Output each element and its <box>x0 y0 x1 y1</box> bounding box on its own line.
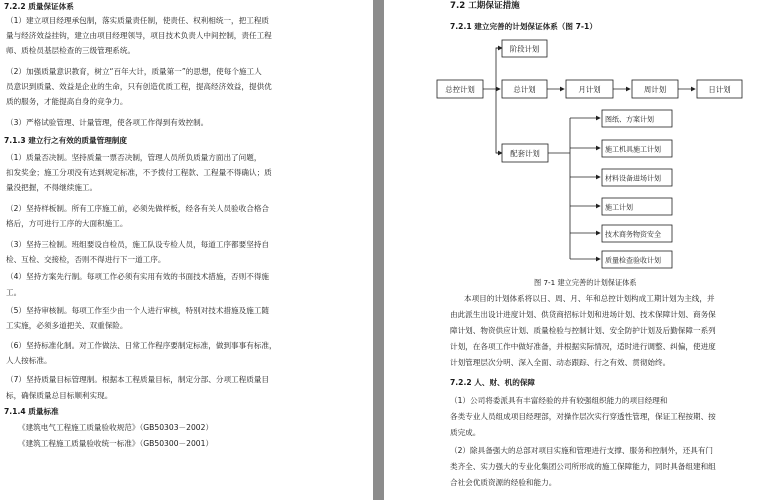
text-line: （3）坚持三检制。班组要设自检员，施工队设专检人员，每道工序都要坚持自 <box>6 240 270 249</box>
plan-guarantee-diagram <box>384 0 760 500</box>
text-line: 质的服务，才能提高自身的竞争力。 <box>6 97 128 106</box>
section-title: 7.2 工期保证措施 <box>450 1 520 11</box>
text-line: 检、互检、交接检，否则不得进行下一道工序。 <box>6 255 166 264</box>
standard-item: 《建筑电气工程施工质量验收规范》（GB50303－2002） <box>18 423 214 432</box>
text-line: （2）坚持样板制。所有工序施工前，必须先做样板，经各有关人员验收合格合 <box>6 204 270 213</box>
text-line: （1）建立项目经理承包制，落实质量责任制，使责任、权利相统一，把工程质 <box>6 16 270 25</box>
left-page <box>0 0 373 500</box>
text-line: （1）公司将委派具有丰富经验的并有较强组织能力的项目经理和 <box>450 396 668 405</box>
text-line: 师、质检员基层检查的三级管理系统。 <box>6 46 136 55</box>
node-weekly-plan-label: 周计划 <box>643 85 667 94</box>
right-page <box>384 0 760 500</box>
text-line: （6）坚持标准化制。对工作做法、日常工作程序要制定标准，做到事事有标准， <box>6 341 277 350</box>
text-line: 合社会优质资源的经验和能力。 <box>450 478 557 487</box>
text-line: 计划管理层次分明、深入全面、动态跟踪、行之有效、贯彻始终。 <box>450 358 671 367</box>
node-sub-plan-label: 图纸、方案计划 <box>605 115 654 124</box>
text-line: （3）严格试验管理、计量管理，使各项工作得到有效控制。 <box>6 118 209 127</box>
standard-item: 《建筑工程施工质量验收统一标准》（GB50300－2001） <box>18 439 214 448</box>
subsection-title: 7.2.1 建立完善的计划保证体系（图 7-1） <box>450 22 597 31</box>
text-line: 工。 <box>6 288 22 297</box>
section-heading-quality-system: 7.2.2 质量保证体系 <box>4 2 74 11</box>
node-daily-plan-label: 日计划 <box>708 85 731 94</box>
text-line: 本项目的计划体系将以日、周、月、年和总控计划构成工期计划为主线，并 <box>464 294 715 303</box>
page-gutter <box>373 0 384 500</box>
text-line: 工实施，必须多道把关、双重保险。 <box>6 321 128 330</box>
subsection-heading-resources: 7.2.2 人、财、机的保障 <box>450 378 536 387</box>
text-line: 标，确保质量总目标顺利实现。 <box>6 391 113 400</box>
text-line: 格后，方可进行工序的大面积施工。 <box>6 219 128 228</box>
node-sub-plan-label: 材料设备进场计划 <box>605 174 661 183</box>
node-overall-plan-label: 总计划 <box>513 85 536 94</box>
node-sub-plan-label: 施工计划 <box>605 203 633 212</box>
text-line: 各类专业人员组成项目经理部，对操作层次实行穿透性管理，保证工程按期、按 <box>450 412 716 421</box>
text-line: 质完成。 <box>450 428 481 437</box>
figure-caption: 图 7-1 建立完善的计划保证体系 <box>534 278 637 287</box>
text-line: （1）质量否决制。坚持质量一票否决制，管理人员所负质量方面出了问题， <box>6 153 262 162</box>
text-line: 量没把握，不得继续施工。 <box>6 183 98 192</box>
text-line: 扣发奖金；施工分项没有达到规定标准，不予拨付工程款、工程量不得确认；质 <box>6 168 272 177</box>
node-sub-plan-label: 技术商务物资安全 <box>605 230 661 239</box>
text-line: （5）坚持审核制。每项工作至少由一个人进行审核，特别对技术措施及施工随 <box>6 306 270 315</box>
text-line: 计划，在各项工作中做好准备，并根据实际情况，适时进行调整、纠偏，使进度 <box>450 342 716 351</box>
node-master-plan-label: 总控计划 <box>445 85 475 94</box>
section-heading-management-system: 7.1.3 建立行之有效的质量管理制度 <box>4 136 127 145</box>
node-sub-plan-label: 质量检查验收计划 <box>605 256 661 265</box>
text-line: 类齐全、实力强大的专业化集团公司所形成的施工保障能力，同时具备组建和组 <box>450 462 716 471</box>
text-line: 量与经济效益挂钩，建立由项目经理领导，项目技术负责人中间控制，责任工程 <box>6 31 272 40</box>
text-line: （4）坚持方案先行制。每项工作必须有实用有效的书面技术措施，否则不得施 <box>6 272 270 281</box>
text-line: （2）加强质量意识教育，树立“百年大计，质量第一”的思想，使每个施工人 <box>6 67 262 76</box>
text-line: 障计划、物资供应计划、质量检验与控制计划、安全防护计划及后勤保障一系列 <box>450 326 716 335</box>
node-support-plan-label: 配套计划 <box>510 149 540 158</box>
text-line: （2）除具备强大的总部对项目实施和管理进行支撑、服务和控制外，还具有门 <box>450 446 714 455</box>
section-heading-quality-standard: 7.1.4 质量标准 <box>4 407 59 416</box>
text-line: （7）坚持质量目标管理制。根据本工程质量目标，制定分部、分项工程质量目 <box>6 375 270 384</box>
text-line: 员意识到质量、效益是企业的生命，只有创造优质工程，提高经济效益，提供优 <box>6 82 272 91</box>
node-stage-plan-label: 阶段计划 <box>509 44 540 54</box>
text-line: 人人按标准。 <box>6 356 52 365</box>
node-sub-plan-label: 施工机具施工计划 <box>605 145 661 154</box>
node-monthly-plan-label: 月计划 <box>578 85 601 94</box>
text-line: 由此派生出设计进度计划、供货商招标计划和进场计划、技术保障计划、商务保 <box>450 310 716 319</box>
